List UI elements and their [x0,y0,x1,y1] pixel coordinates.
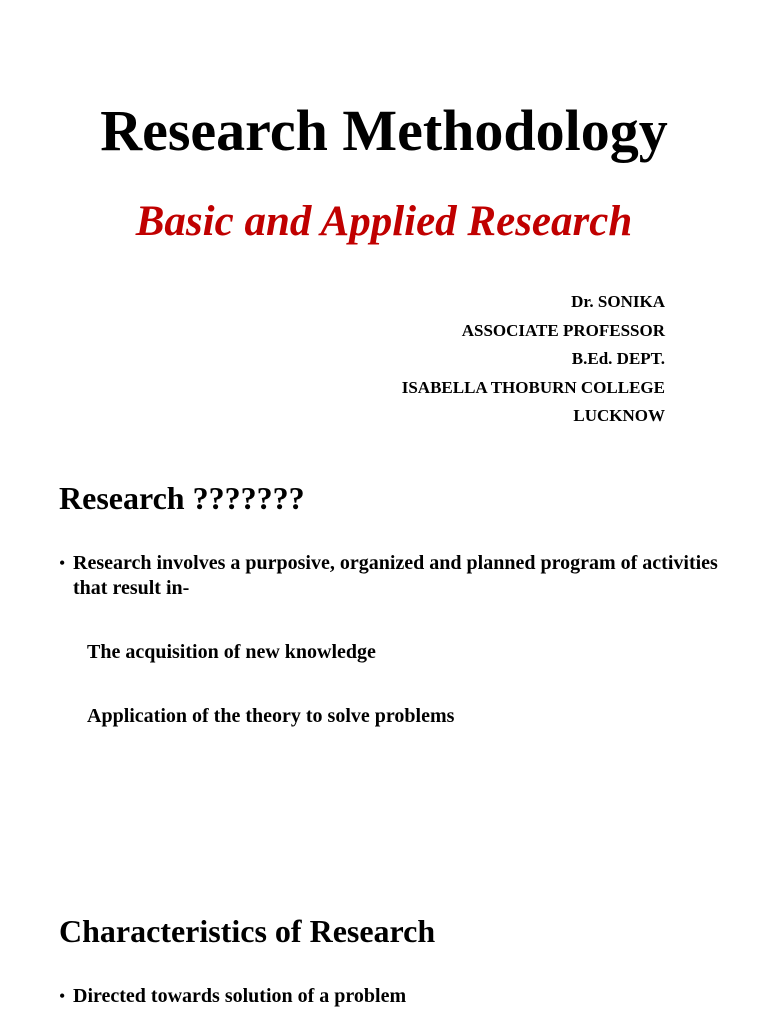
bullet-text: Directed towards solution of a problem [73,985,407,1007]
bullet-icon: • [59,553,66,573]
slide-title: Research Methodology [100,98,668,163]
section-heading-characteristics: Characteristics of Research [59,913,436,949]
slide-subtitle: Basic and Applied Research [135,198,633,245]
point-apply-theory: Application of the theory to solve problems [87,705,455,727]
bullet-icon: • [59,986,66,1006]
section-heading-research: Research ??????? [59,480,305,516]
author-department: B.Ed. DEPT. [571,349,665,369]
bullet-item [59,551,719,600]
author-college: ISABELLA THOBURN COLLEGE [401,377,665,397]
point-new-knowledge: The acquisition of new knowledge [87,641,376,663]
author-name: Dr. SONIKA [571,292,665,311]
author-designation: ASSOCIATE PROFESSOR [461,320,665,340]
author-info [402,288,665,431]
bullet-text: Research involves a purposive, organized and planned program of activities that result in- [73,552,718,599]
author-city: LUCKNOW [573,406,665,426]
bullet-item [59,984,719,1009]
